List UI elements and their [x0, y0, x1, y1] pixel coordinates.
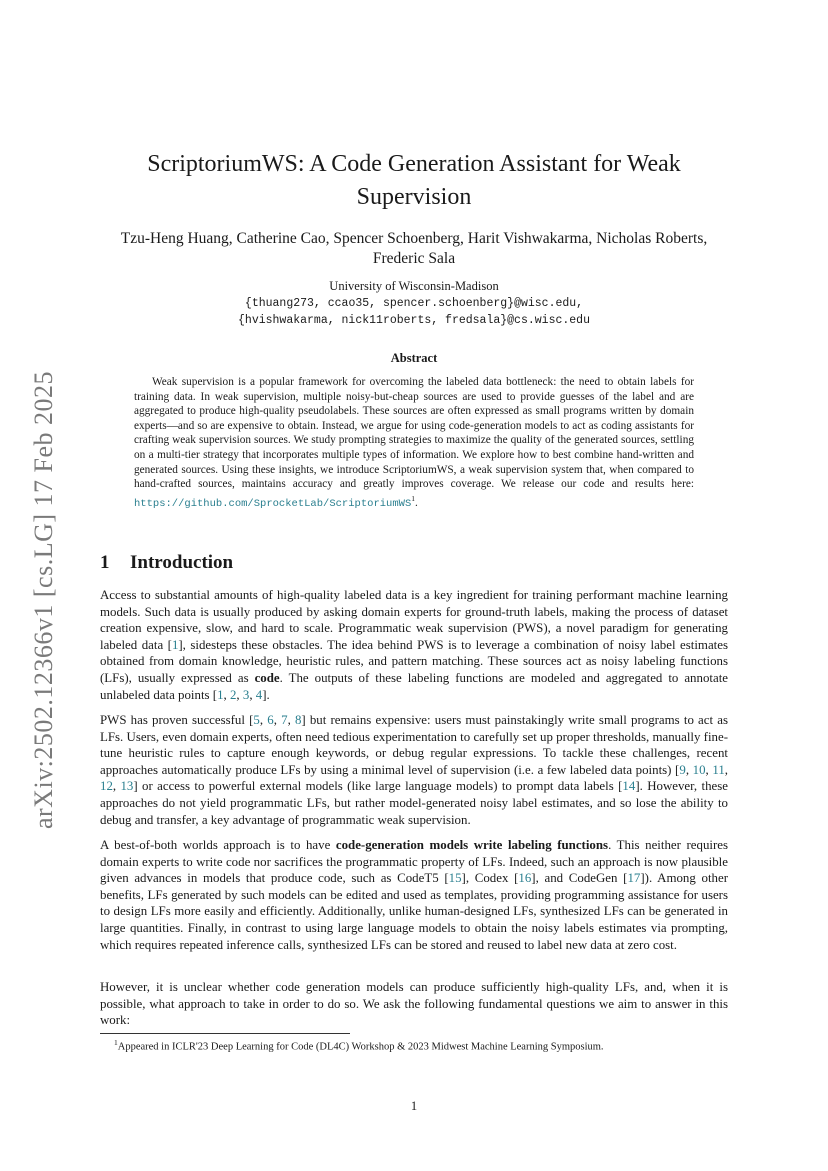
text-run: ]. However, these approaches do not yield programmatic LFs, but rather model-generated noisy label estimates, and so lose the ability to debug and transfer, a key advantage of programmatic weak supervision. [100, 779, 728, 827]
abstract-heading: Abstract [390, 351, 438, 365]
authors-line-1: Tzu-Heng Huang, Catherine Cao, Spencer Schoenberg, Harit Vishwakarma, Nicholas Roberts, [120, 230, 708, 247]
citation-link[interactable]: 11 [712, 762, 725, 777]
author-list [100, 229, 728, 269]
intro-paragraph-3 [100, 837, 728, 953]
citation-link[interactable]: 1 [171, 637, 179, 652]
text-run: ], Codex [ [461, 871, 519, 886]
citation-link[interactable]: 6 [267, 713, 274, 727]
intro-paragraph-4: However, it is unclear whether code generation models can produce sufficiently high-quality LFs, and, when it is possible, what approach to take in order to do so. We ask the following fundamental questions we aim to answer in this work: [100, 980, 728, 1028]
text-run: . The outputs of these labeling functions are modeled and aggregated to annotate unlabeled data points [ [100, 670, 729, 702]
emails-line-2: {hvishwakarma, nick11roberts, fredsala}@cs.wisc.edu [238, 314, 590, 327]
text-run: ]. [262, 687, 270, 702]
citation-link[interactable]: 3 [242, 687, 250, 702]
page-number: 1 [410, 1099, 418, 1113]
authors-line-2: Frederic Sala [372, 250, 456, 267]
citation-link[interactable]: 16 [518, 871, 532, 886]
citation-link[interactable]: 4 [255, 687, 263, 702]
section-title: Introduction [130, 552, 234, 573]
bold-term: code [254, 670, 280, 685]
citation-link[interactable]: 13 [120, 779, 134, 794]
affiliation: University of Wisconsin-Madison [329, 279, 499, 293]
citation-link[interactable]: 14 [622, 779, 636, 794]
intro-paragraph-2: PWS has proven successful [5, 6, 7, 8] but remains expensive: users must painstakingly write small programs to act as LFs. Users, even domain experts, often need tedious experimentation to carefully set up proper thresholds, manually fine-tune heuristic rules to capture enough keywords, or debug regular expressions. To tackle these challenges, recent approaches automatically produce LFs by using a minimal level of supervision (i.e. a few labeled data points) [9, 10, 11, 12, 13] or access to powerful external models (like large language models) to prompt data labels [14]. However, these approaches do not yield programmatic LFs, but rather model-generated noisy label estimates, and so lose the ability to debug and transfer, a key advantage of programmatic weak supervision. [100, 713, 729, 827]
emails-line-1: {thuang273, ccao35, spencer.schoenberg}@wisc.edu, [244, 297, 584, 310]
text-run: ] or access to powerful external models (like large language models) to prompt data labels [ [133, 779, 623, 794]
affiliation-block [100, 278, 728, 329]
footnote-divider [100, 1033, 350, 1034]
abstract-footnote-mark[interactable]: 1 [411, 493, 415, 503]
abstract-end: . [415, 496, 418, 509]
text-run: . This neither requires domain experts to write code nor sacrifices the programmatic property of LFs. Indeed, such an approach is now plausible given advances in models that produce code, such as CodeT5 [ [100, 838, 728, 886]
text-run: ] but remains expensive: users must painstakingly write small programs to act as LFs. Users, even domain experts, often need tedious experimentation to carefully set up proper thresholds, manually fine-tune heuristic rules to capture enough keywords, or debug regular expressions. To tackle these challenges, recent approaches automatically produce LFs by using a minimal level of supervision (i.e. a few labeled data points) [ [100, 713, 728, 777]
footnote-text: Appeared in ICLR'23 Deep Learning for Code (DL4C) Workshop & 2023 Midwest Machine Learning Symposium. [117, 1041, 604, 1053]
section-heading-introduction [100, 552, 233, 574]
citation-link[interactable]: 9 [679, 762, 686, 777]
text-run: ]). Among other benefits, LFs generated by such models can be edited and used as templates, providing programming assistance for users to design LFs more easily and efficiently. Additionally, unlike human-designed LFs, synthesized LFs can be generated in large quantities. Finally, in contrast to using large language models to obtain the noisy labels estimates via prompting, which requires repeated inference calls, synthesized LFs can be stored and reused to label new data at zero cost. [100, 871, 728, 952]
footnote [114, 1038, 724, 1053]
paper-title: ScriptoriumWS: A Code Generation Assistant for Weak Supervision [147, 151, 681, 210]
code-repository-link[interactable]: https://github.com/SprocketLab/ScriptoriumWS [134, 497, 412, 510]
text-run: ], and CodeGen [ [531, 871, 628, 886]
citation-link[interactable]: 12 [100, 779, 113, 794]
abstract-body [134, 375, 694, 511]
text-run: Access to substantial amounts of high-quality labeled data is a key ingredient for training performant machine learning models. Such data is usually produced by asking domain experts for ground-truth labels, making the process of dataset creation expensive, slow, and hard to scale. Programmatic weak supervision (PWS), a novel paradigm for generating labeled data [ [100, 588, 728, 652]
arxiv-identifier-text: arXiv:2502.12366v1 [cs.LG] 17 Feb 2025 [29, 370, 58, 830]
citation-link[interactable]: 1 [217, 687, 224, 702]
citation-link[interactable]: 5 [253, 713, 260, 727]
abstract-text: Weak supervision is a popular framework for overcoming the labeled data bottleneck: the need to obtain labels for training data. In weak supervision, multiple noisy-but-cheap sources are used to provide guesses of the label and are aggregated to produce high-quality pseudolabels. These sources are often expressed as small programs written by domain experts—and so are expensive to obtain. Instead, we argue for using code-generation models to act as coding assistants for crafting weak supervision sources. We study prompting strategies to maximize the quality of the generated sources, settling on a multi-tier strategy that incorporates multiple types of information. We explore how to best combine hand-written and generated sources. Using these insights, we introduce ScriptoriumWS, a weak supervision system that, when compared to hand-crafted sources, maintains accuracy and greatly improves coverage. We release our code and results here: [134, 376, 694, 491]
citation-link[interactable]: 7 [281, 713, 288, 727]
intro-paragraph-1: Access to substantial amounts of high-quality labeled data is a key ingredient for training performant machine learning models. Such data is usually produced by asking domain experts for ground-truth labels, making the process of dataset creation expensive, slow, and hard to scale. Programmatic weak supervision (PWS), a novel paradigm for generating labeled data [1], sidesteps these obstacles. The idea behind PWS is to leverage a combination of noisy label estimates obtained from domain knowledge, heuristic rules, and pattern matching. These sources act as noisy labeling functions (LFs), usually expressed as code. The outputs of these labeling functions are modeled and aggregated to annotate unlabeled data points [1, 2, 3, 4]. [100, 588, 729, 702]
citation-link[interactable]: 2 [229, 687, 237, 702]
bold-term: code-generation models write labeling functions [335, 838, 609, 852]
text-run: ], sidesteps these obstacles. The idea behind PWS is to leverage a combination of noisy label estimates obtained from domain knowledge, heuristic rules, and pattern matching. These sources act as noisy labeling functions (LFs), usually expressed as [100, 637, 728, 685]
section-number: 1 [100, 552, 110, 573]
citation-link[interactable]: 8 [294, 713, 302, 727]
citation-link[interactable]: 10 [692, 762, 706, 777]
text-run: A best-of-both worlds approach is to have [100, 838, 336, 852]
citation-link[interactable]: 15 [448, 871, 462, 886]
footnote-mark: 1 [114, 1038, 118, 1047]
text-run: PWS has proven successful [ [100, 713, 254, 727]
citation-link[interactable]: 17 [627, 871, 641, 886]
